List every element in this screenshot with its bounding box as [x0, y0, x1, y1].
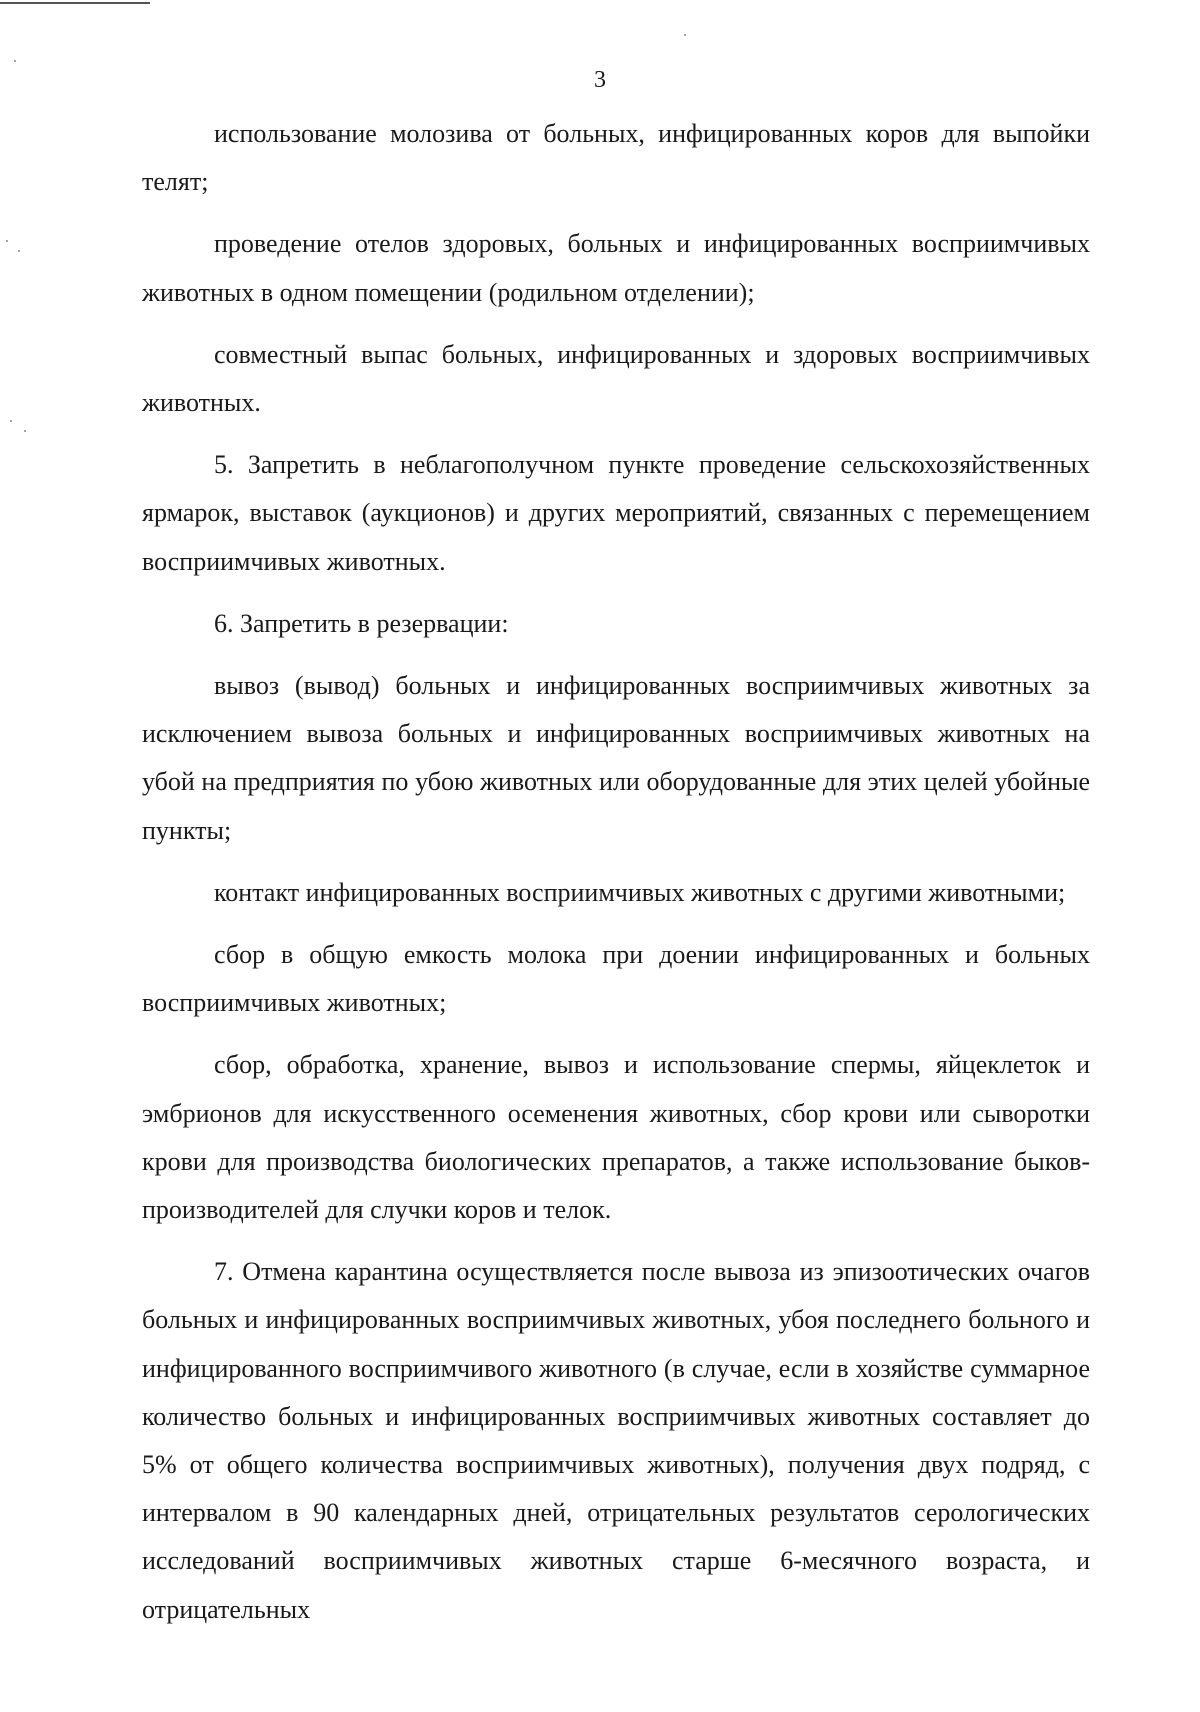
- page-number: 3: [594, 67, 606, 93]
- scan-speck: [18, 250, 20, 252]
- scan-speck: [6, 240, 8, 242]
- paragraph-item-7: 7. Отмена карантина осуществляется после вывоза из эпизоотических очагов больных и инфицированных восприимчивых животных, убоя последнего больного и инфицированного восприимчивого животного (в случае, если в хозяйстве суммарное количество больных и инфицированных восприимчивых животных составляет до 5% от общего количества восприимчивых животных), получения двух подряд, с интервалом в 90 календарных дней, отрицательных результатов серологических исследований восприимчивых животных старше 6-месячного возраста, и отрицательных: [142, 1257, 1090, 1624]
- paragraph-milk: сбор в общую емкость молока при доении инфицированных и больных восприимчивых животных;: [142, 940, 1090, 1018]
- paragraph-export: вывоз (вывод) больных и инфицированных восприимчивых животных за исключением вывоза больных и инфицированных восприимчивых животных на убой на предприятия по убою животных или оборудованные для этих целей убойные пункты;: [142, 671, 1090, 845]
- scan-speck: [684, 34, 686, 36]
- paragraph-grazing: совместный выпас больных, инфицированных и здоровых восприимчивых животных.: [142, 339, 1090, 418]
- paragraph-item-6: 6. Запретить в резервации:: [214, 608, 509, 638]
- paragraph-contact: контакт инфицированных восприимчивых животных с другими животными;: [214, 877, 1066, 907]
- paragraph-colostrum: использование молозива от больных, инфицированных коров для выпойки телят;: [142, 119, 1090, 197]
- paragraph-item-5: 5. Запретить в неблагополучном пункте проведение сельскохозяйственных ярмарок, выставок (аукционов) и других мероприятий, связанных с перемещением восприимчивых животных.: [142, 450, 1090, 576]
- document-body: [142, 110, 1090, 1634]
- scan-speck: [14, 60, 16, 62]
- scan-edge-line: [0, 2, 150, 4]
- paragraph-calving: проведение отелов здоровых, больных и инфицированных восприимчивых животных в одном помещении (родильном отделении);: [142, 229, 1090, 307]
- scan-speck: [24, 430, 26, 432]
- scan-speck: [10, 420, 12, 422]
- paragraph-sperm: сбор, обработка, хранение, вывоз и использование спермы, яйцеклеток и эмбрионов для искусственного осеменения животных, сбор крови или сыворотки крови для производства биологических препаратов, а также использование быков-производителей для случки коров и телок.: [142, 1050, 1090, 1225]
